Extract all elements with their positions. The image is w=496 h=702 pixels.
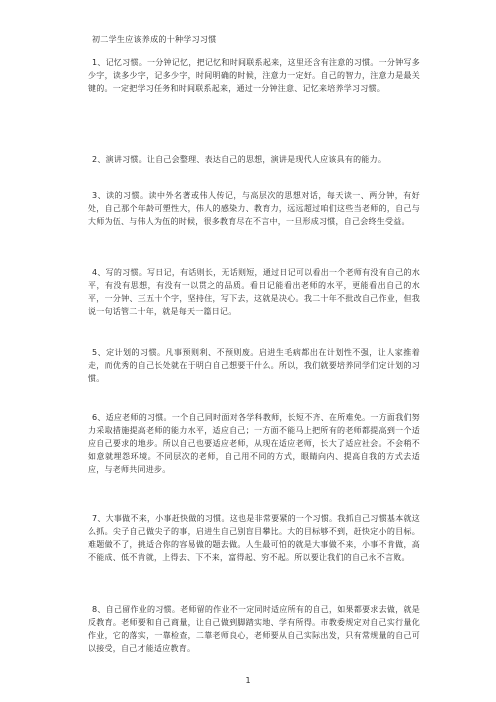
paragraph-reading-habit: 3、读的习惯。读中外名著或伟人传记，与高层次的思想对话，每天读一、两分钟，有好处，自己那个年龄可塑性大，伟人的感染力、教育力，远远超过咱们这些当老师的，自己与大师为伍、与伟人为伍的时候，很多教育尽在不言中，一旦形成习惯，自己会终生受益。 (88, 191, 420, 226)
paragraph-homework-habit: 8、自己留作业的习惯。老师留的作业不一定同时适应所有的自己，如果都要求去做，就是反教育。老师要和自己商量，让自己做到脚踏实地、学有所得。市教委规定对自己实行量化作业，它的落实，一靠检查，二靠老师良心，老师要从自己实际出发，只有常规量的自己可以接受，自己才能适应教育。 (88, 605, 420, 653)
paragraph-small-tasks-habit: 7、大事做不来，小事赶快做的习惯。这也是非常要紧的一个习惯。我抓自己习惯基本就这么抓。尖子自己做尖子的事，启进生自己别盲目攀比。大的目标够不到，赶快定小的目标。难题做不了，挑适合你的容易做的题去做。人生最可怕的就是大事做不来，小事不肯做，高不能成、低不肯就，上得去、下不来，富得起、穷不起。所以要让我们的自己永不言败。 (88, 514, 420, 562)
paragraph-writing-habit: 4、写的习惯。写日记，有话则长，无话则短，通过日记可以看出一个老师有没有自己的水平，有没有思想，有没有一以贯之的品质。看日记能看出老师的水平，更能看出自己的水平，一分钟、三五十个字，坚持住，写下去，这就是决心。我二十年不批改自己作业，但我说一句话管二十年，就是每天一篇日记。 (88, 268, 420, 316)
document-title: 初二学生应该养成的十种学习习惯 (92, 35, 217, 44)
paragraph-memory-habit: 1、记忆习惯。一分钟记忆，把记忆和时间联系起来，这里还含有注意的习惯。一分钟写多少字，读多少字，记多少字，时间明确的时候，注意力一定好。自己的智力，注意力是最关键的。一定把学习任务和时间联系起来，通过一分钟注意、记忆来培养学习习惯。 (88, 58, 420, 93)
page-number: 1 (245, 676, 251, 685)
paragraph-speech-habit: 2、演讲习惯。让自己会整理、表达自己的思想，演讲是现代人应该具有的能力。 (92, 155, 387, 164)
paragraph-adapt-teacher-habit: 6、适应老师的习惯。一个自己同时面对各学科教师，长短不齐、在所难免。一方面我们努力采取措施提高老师的能力水平，适应自己；一方面不能马上把所有的老师都提高到一个适应自己要求的地步。所以自己也要适应老师，从现在适应老师，长大了适应社会。不会稍不如意就埋怨环境。不同层次的老师，自己用不同的方式，眼睛向内、提高自我的方式去适应，与老师共同进步。 (88, 413, 420, 474)
paragraph-planning-habit: 5、定计划的习惯。凡事预则利、不预则废。启进生毛病都出在计划性不强，让人家推着走，而优秀的自己长处就在于明白自己想要干什么。所以，我们就要培养同学们定计划的习惯。 (88, 348, 420, 383)
